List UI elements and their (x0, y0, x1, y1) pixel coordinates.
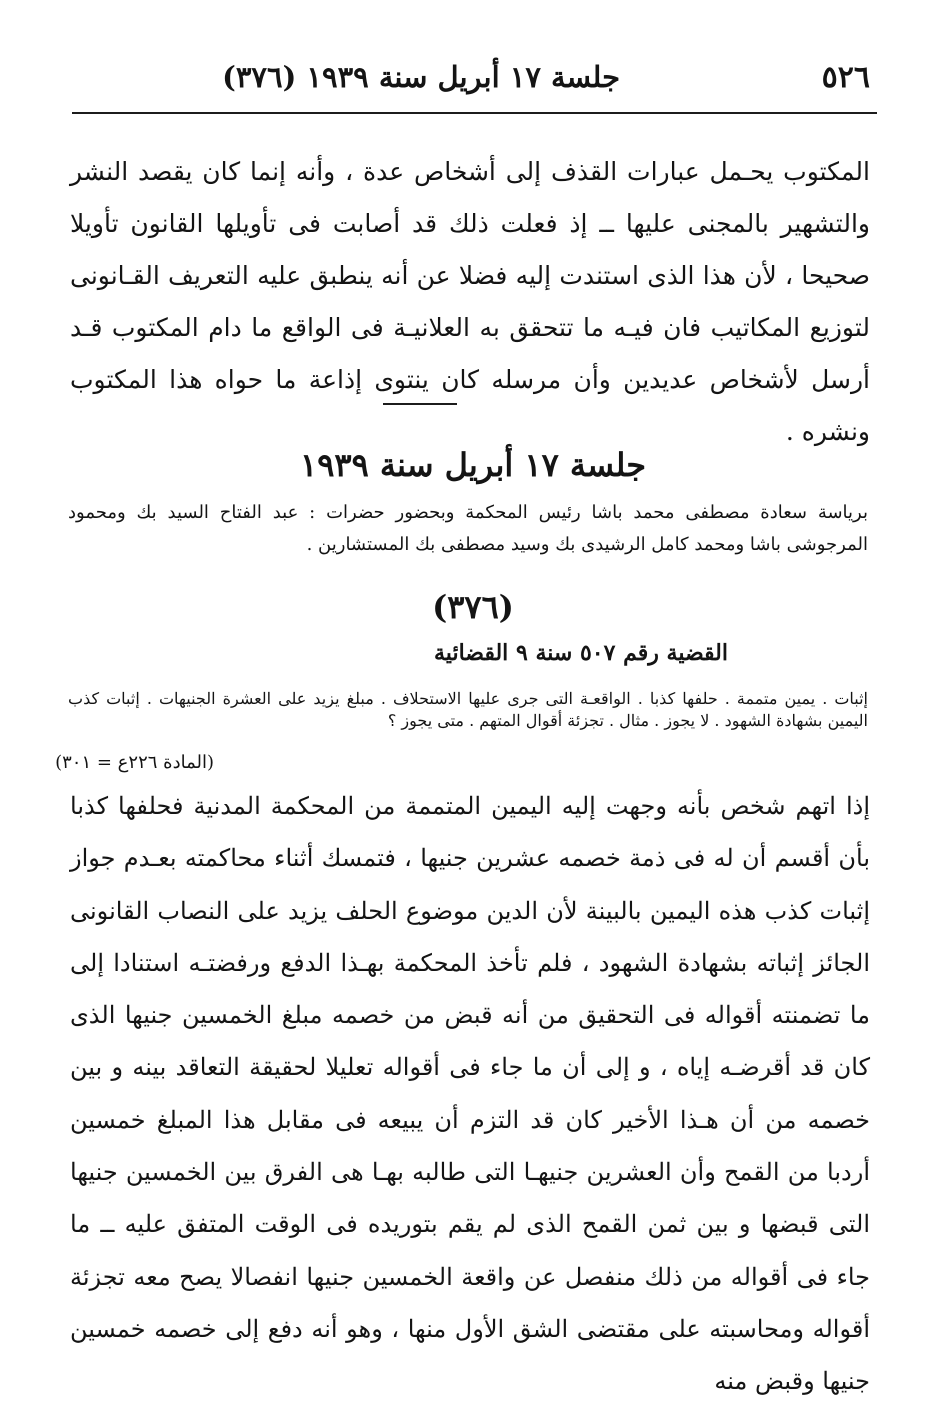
page-number: ٥٢٦ (821, 60, 870, 95)
case-reference: القضية رقم ٥٠٧ سنة ٩ القضائية (434, 640, 728, 666)
case-summary: إثبات . يمين متممة . حلفها كذبا . الواقعـة التى جرى عليها الاستحلاف . مبلغ يزيد على العشرة الجنيهات . إثبات كذب اليمين بشهادة الشهود . لا يجوز . مثال . تجزئة أقوال المتهم . متى يجوز ؟ (68, 689, 868, 730)
article-reference: (المادة ٢٢٦ع = ٣٠١) (55, 752, 214, 773)
paragraph-continued: المكتوب يحـمل عبارات القذف إلى أشخاص عدة ، وأنه إنما كان يقصد النشر والتشهير بالمجنى عليها ــ إذ فعلت ذلك قد أصابت فى تأويلها القانون تأويلا صحيحا ، لأن هذا الذى استندت إليه فضلا عن أنه ينطبق عليه التعريف القـانونى لتوزيع المكاتيب فان فيـه ما تتحقق به العلانيـة فى الواقع ما دام المكتوب قـد أرسل لأشخاص عديدين وأن مرسله كان ينتوى إذاعة ما حواه هذا المكتوب ونشره . (70, 157, 870, 446)
paragraph-main: إذا اتهم شخص بأنه وجهت إليه اليمين المتممة من المحكمة المدنية فحلفها كذبا بأن أقسم أن له فى ذمة خصمه عشرين جنيها ، فتمسك أثناء محاكمته بعـدم جواز إثبات كذب هذه اليمين بالبينة لأن الدين موضوع الحلف يزيد على النصاب القانونى الجائز إثباته بشهادة الشهود ، فلم تأخذ المحكمة بهـذا الدفع ورفضتـه استنادا إلى ما تضمنته أقواله فى التحقيق من أنه قبض من خصمه مبلغ الخمسين جنيها الذى كان قد أقرضـه إياه ، و إلى أن ما جاء فى أقواله تعليلا لحقيقة التعاقد بينه و بين خصمه من أن هـذا الأخير كان قد التزم أن يبيعه فى مقابل هذا المبلغ خمسين أردبا من القمح وأن العشرين جنيهـا التى طالبه بهـا هى الفرق بين الخمسين جنيها التى قبضها و بين ثمن القمح الذى لم يقم بتوريده فى الوقت المتفق عليه ــ ما جاء فى أقواله من ذلك منفصل عن واقعة الخمسين جنيها انفصالا يصح معه تجزئة أقواله ومحاسبته على مقتضى الشق الأول منها ، وهو أنه دفع إلى خصمه خمسين جنيها وقبض منه (70, 792, 871, 1396)
running-head (78, 58, 870, 102)
case-number: (٣٧٦) (432, 588, 514, 626)
header-rule (72, 112, 877, 114)
session-title: جلسة ١٧ أبريل سنة ١٩٣٩ (300, 446, 646, 484)
section-divider (383, 403, 457, 405)
running-title: جلسة ١٧ أبريل سنة ١٩٣٩ (٣٧٦) (222, 60, 620, 94)
presidency-note: برياسة سعادة مصطفى محمد باشا رئيس المحكمة وبحضور حضرات : عبد الفتاح السيد بك ومحمود المرجوشى باشا ومحمد كامل الرشيدى بك وسيد مصطفى بك المستشارين . (68, 502, 868, 555)
